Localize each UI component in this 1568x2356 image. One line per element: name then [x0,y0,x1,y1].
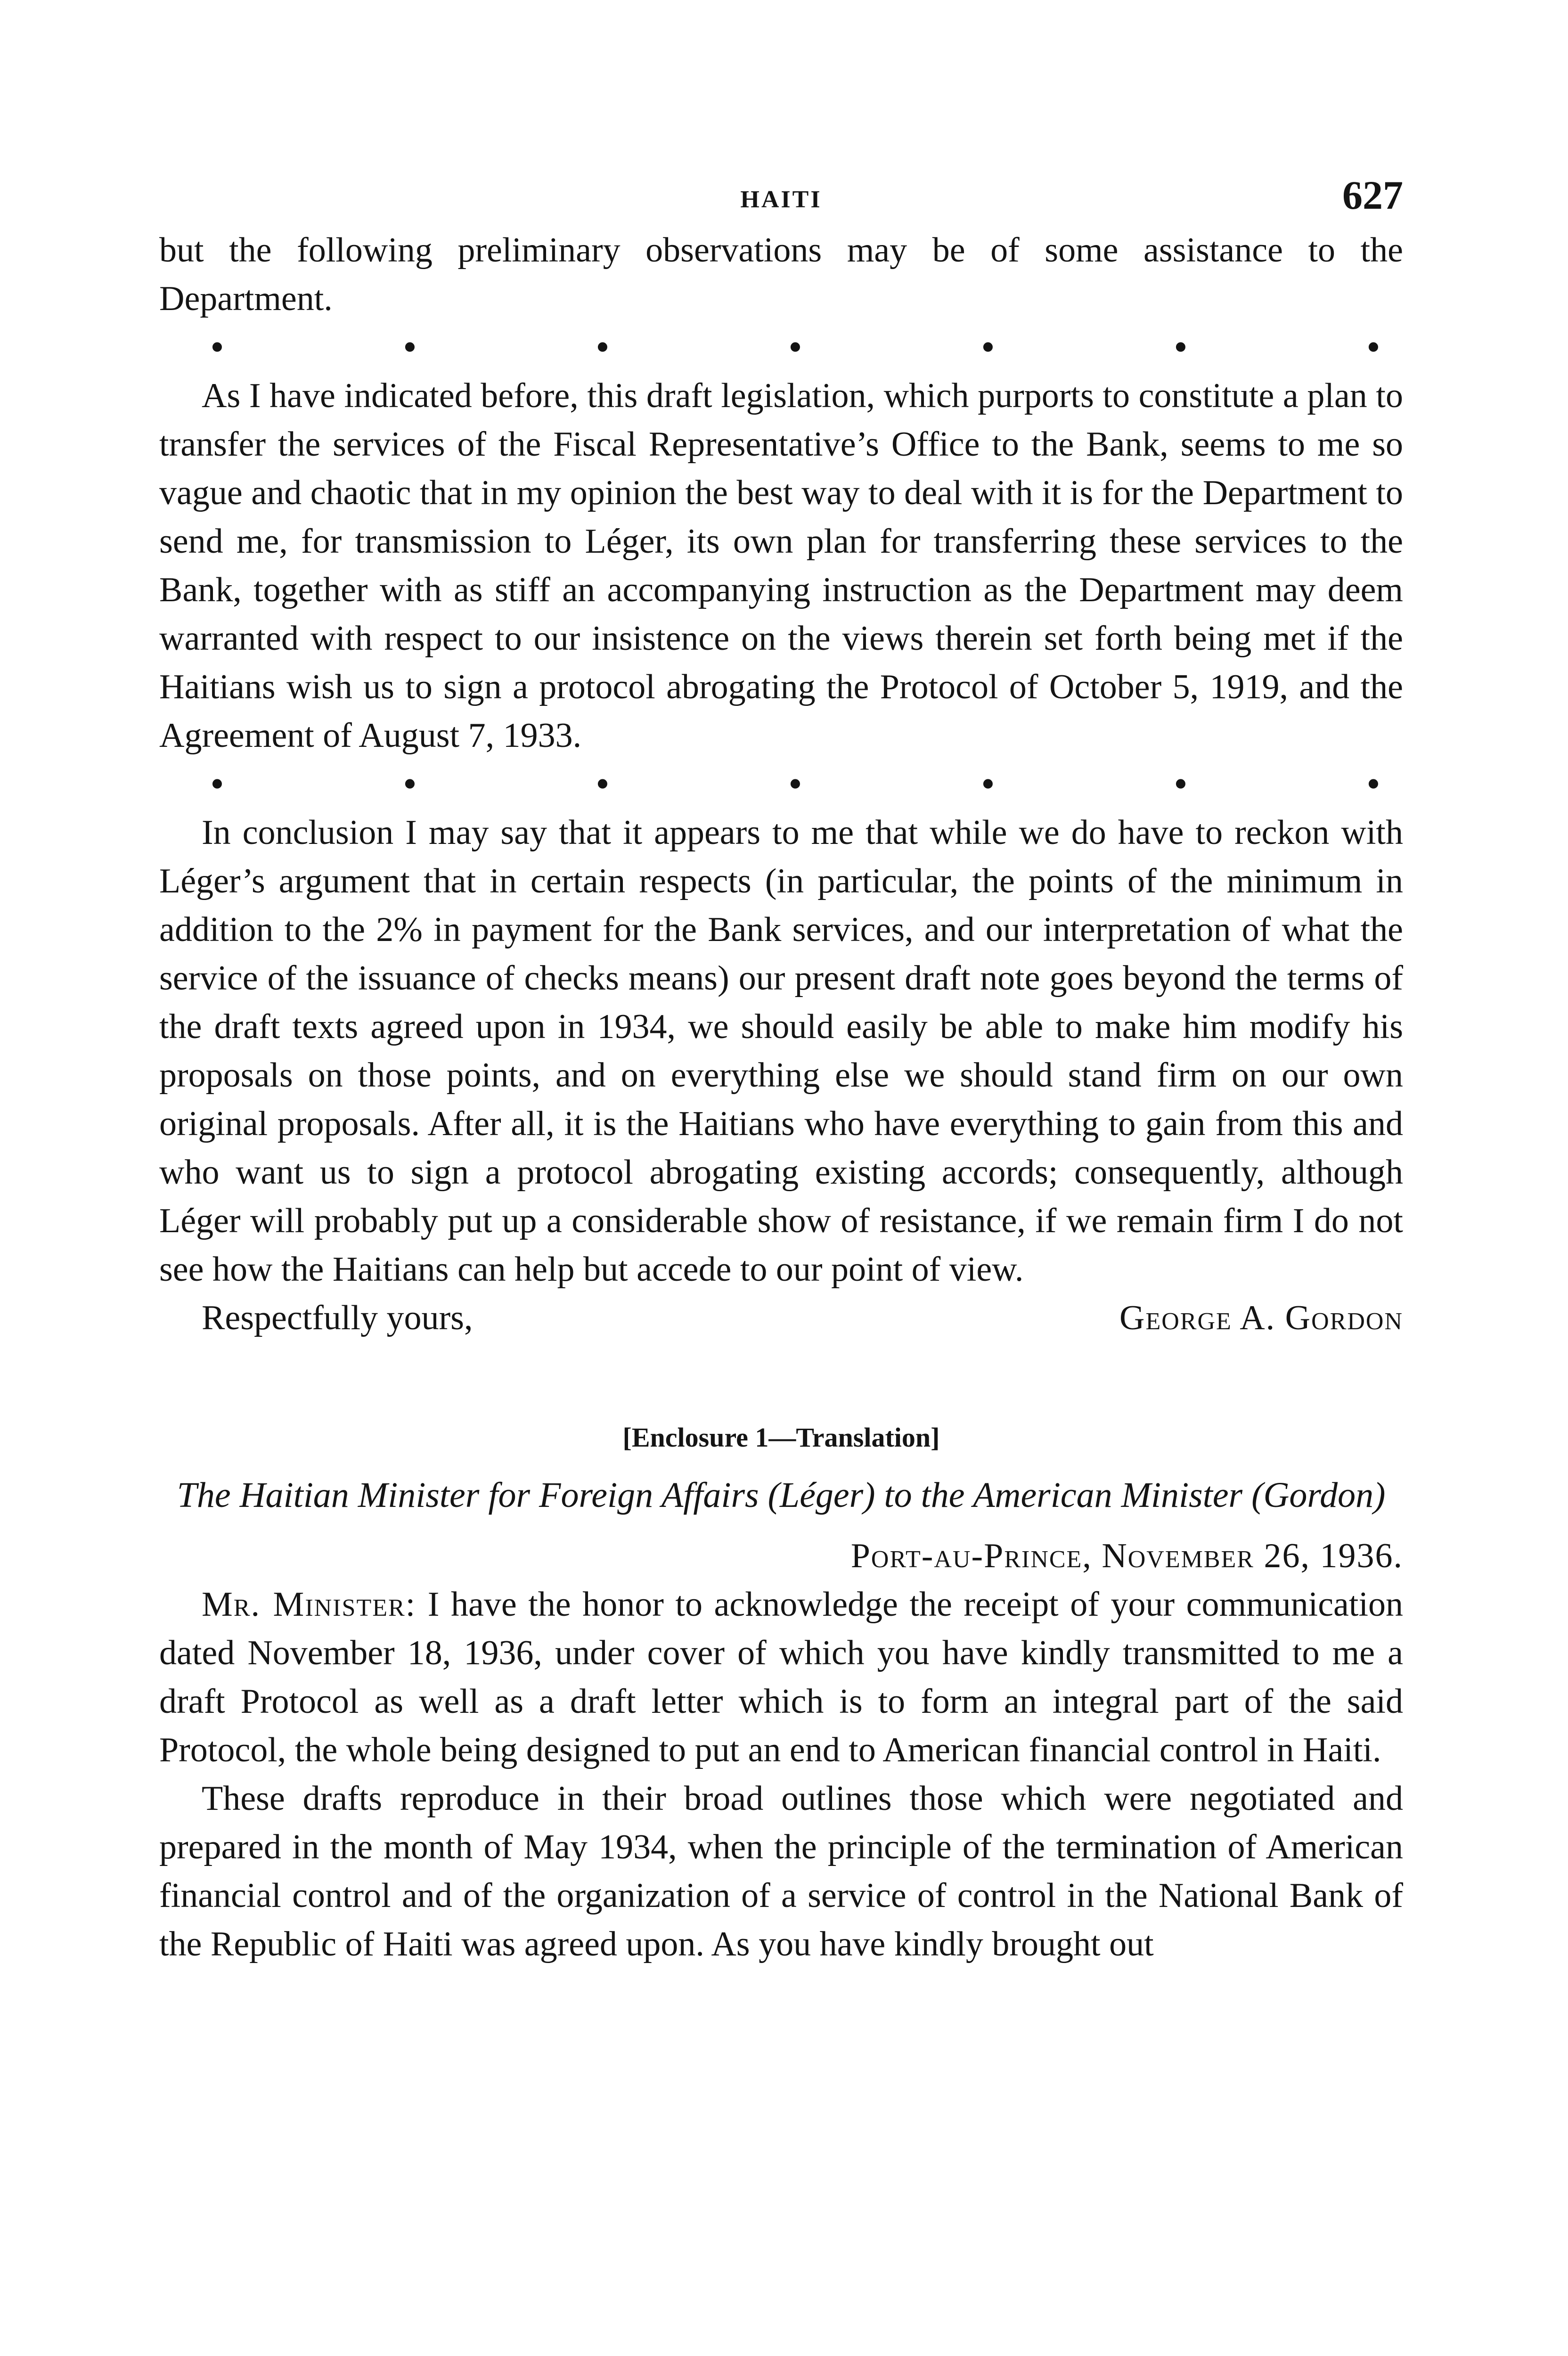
paragraph-acknowledgement [159,1580,1403,1775]
omission-dot: • [211,328,223,367]
dateline-text: Port-au-Prince, November 26, 1936. [850,1537,1403,1575]
letter-salutation: Mr. Minister: [202,1585,416,1624]
omission-dot: • [1175,328,1187,367]
omission-dot: • [1367,328,1380,367]
omission-dot: • [404,765,416,803]
omission-dot: • [211,765,223,803]
document-page [159,170,1403,1969]
closing-salutation: Respectfully yours, [202,1299,473,1337]
paragraph-drafts: These drafts reproduce in their broad outlines those which were negotiated and prepared in the month of May 1934, when the principle of the termination of American financial control and of the organization of a service of control in the National Bank of the Republic of Haiti was agreed upon. As you have kindly brought out [159,1779,1403,1963]
omission-dot: • [1367,765,1380,803]
omission-marks [159,323,1403,372]
enclosure-label: [Enclosure 1—Translation] [622,1422,940,1453]
page-number: 627 [1342,172,1403,218]
omission-dot: • [596,765,609,803]
omission-dot: • [982,328,994,367]
page-header [159,170,1403,226]
running-head: HAITI [740,186,822,213]
omission-dot: • [1175,765,1187,803]
omission-dot: • [789,328,801,367]
enclosure-title: The Haitian Minister for Foreign Affairs (Léger) to the American Minister (Gordon) [177,1475,1386,1515]
opening-text: but the following preliminary observations may be of some assistance to the Department. [159,231,1403,318]
omission-dot: • [596,328,609,367]
dateline [159,1532,1403,1580]
letter-closing [159,1294,1403,1342]
omission-marks [159,760,1403,809]
acknowledgement-text: I have the honor to acknowledge the receipt of your communication dated November 18, 1936, under cover of which you have kindly transmitted to me a draft Protocol as well as a draft letter which is to form an integral part of the said Protocol, the whole being designed to put an end to American financial control in Haiti. [159,1585,1403,1769]
signature: George A. Gordon [1119,1299,1403,1337]
omission-dot: • [789,765,801,803]
paragraph-conclusion: In conclusion I may say that it appears to me that while we do have to reckon with Léger’s argument that in certain respects (in particular, the points of the minimum in addition to the 2% in payment for the Bank services, and our interpretation of what the service of the issuance of checks means) our present draft note goes beyond the terms of the draft texts agreed upon in 1934, we should easily be able to make him modify his proposals on those points, and on everything else we should stand firm on our own original proposals. After all, it is the Haitians who have everything to gain from this and who want us to sign a protocol abrogating existing accords; consequently, although Léger will probably put up a considerable show of resistance, if we remain firm I do not see how the Haitians can help but accede to our point of view. [159,813,1403,1289]
omission-dot: • [982,765,994,803]
omission-dot: • [404,328,416,367]
paragraph-draft-legislation: As I have indicated before, this draft legislation, which purports to constitute a plan to transfer the services of the Fiscal Representative’s Office to the Bank, seems to me so vague and chaotic that in my opinion the best way to deal with it is for the Department to send me, for transmission to Léger, its own plan for transferring these services to the Bank, together with as stiff an accompanying instruction as the Department may deem warranted with respect to our insistence on the views therein set forth being met if the Haitians wish us to sign a protocol abrogating the Protocol of October 5, 1919, and the Agreement of August 7, 1933. [159,376,1403,755]
